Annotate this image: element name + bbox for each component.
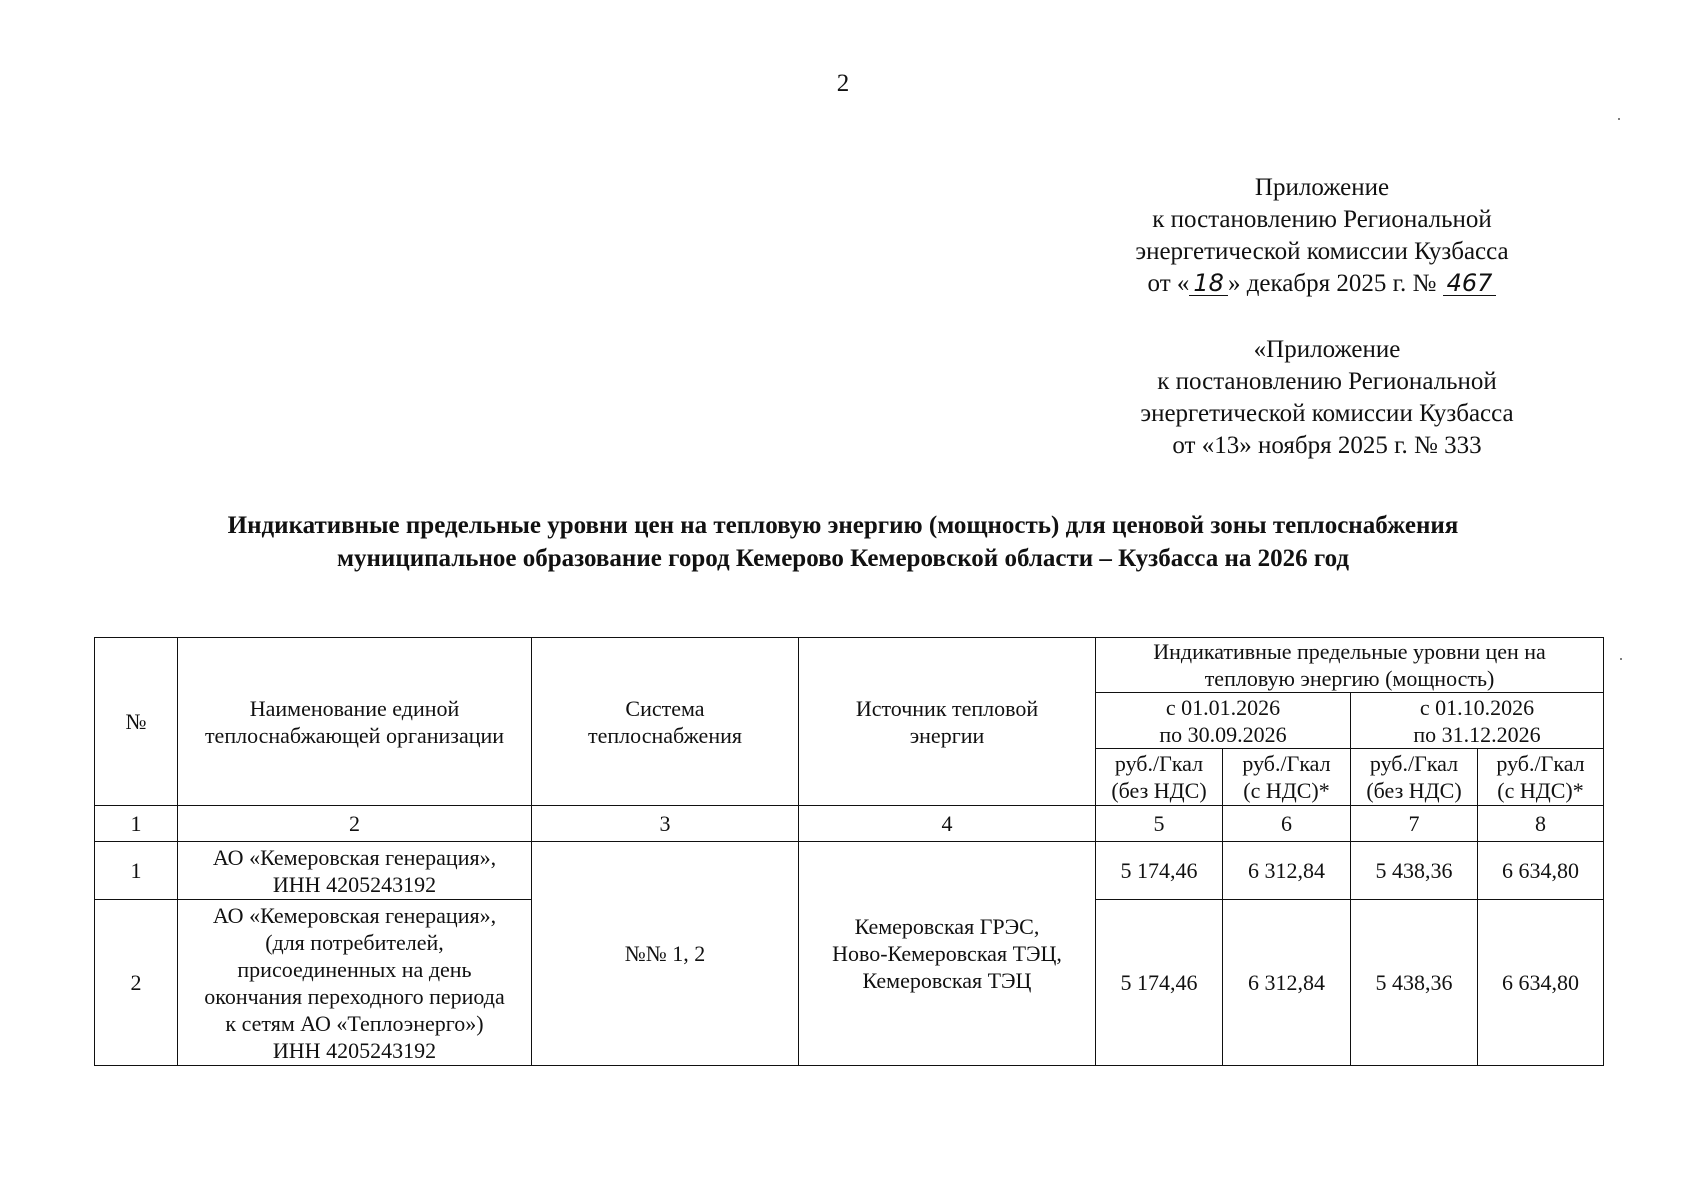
header-p1-incl-vat <box>1223 749 1351 806</box>
organization-line: к сетям АО «Теплоэнерго») <box>225 1010 484 1036</box>
price-p2-excl-vat: 5 438,36 <box>1351 900 1478 1066</box>
price-p1-excl-vat: 5 174,46 <box>1096 842 1223 900</box>
appendix-current-line1: Приложение <box>1254 174 1390 201</box>
header-unit: руб./Гкал <box>1496 751 1585 776</box>
price-table <box>94 637 1604 1066</box>
appendix-original-block <box>1112 334 1542 462</box>
appendix-current-date-line <box>1112 268 1532 300</box>
heat-source-line: Кемеровская ТЭЦ <box>862 968 1032 993</box>
organization-line: ИНН 4205243192 <box>272 871 437 897</box>
appendix-original-line3: энергетической комиссии Кузбасса <box>1140 400 1514 427</box>
header-heat-system <box>532 638 799 806</box>
column-index-cell: 7 <box>1351 806 1478 842</box>
header-period-1 <box>1096 693 1351 749</box>
header-vat-note: (с НДС)* <box>1243 778 1330 803</box>
header-heat-source <box>799 638 1096 806</box>
organization-line: окончания переходного периода <box>204 983 505 1009</box>
date-prefix: от « <box>1147 270 1190 297</box>
heat-source-line: Кемеровская ГРЭС, <box>854 914 1040 939</box>
appendix-original-line1: «Приложение <box>1253 336 1401 363</box>
header-heat-source-line2: энергии <box>909 722 985 748</box>
column-index-cell: 6 <box>1223 806 1351 842</box>
organization-line: (для потребителей, <box>265 929 444 955</box>
column-index-cell: 8 <box>1478 806 1604 842</box>
organization-line: АО «Кемеровская генерация», <box>212 902 497 928</box>
appendix-original-line4: от «13» ноября 2025 г. № 333 <box>1172 432 1482 459</box>
header-p2-excl-vat <box>1351 749 1478 806</box>
handwritten-number: 467 <box>1443 271 1497 296</box>
header-organization <box>178 638 532 806</box>
column-index-cell: 4 <box>799 806 1096 842</box>
column-index-cell: 3 <box>532 806 799 842</box>
organization-line: ИНН 4205243192 <box>272 1037 437 1063</box>
price-p2-incl-vat: 6 634,80 <box>1478 842 1604 900</box>
header-vat-note: (без НДС) <box>1111 778 1207 803</box>
price-p1-excl-vat: 5 174,46 <box>1096 900 1223 1066</box>
header-p1-excl-vat <box>1096 749 1223 806</box>
appendix-original-line2: к постановлению Региональной <box>1157 368 1497 395</box>
scan-speck <box>1618 118 1620 120</box>
organization-name <box>178 900 532 1066</box>
organization-line: присоединенных на день <box>237 956 472 982</box>
document-title <box>80 509 1606 575</box>
header-heat-system-line1: Система <box>625 695 705 721</box>
row-number: 1 <box>95 842 178 900</box>
header-vat-note: (без НДС) <box>1366 778 1462 803</box>
header-price-levels-line2: тепловую энергию (мощность) <box>1204 666 1495 691</box>
heat-source-cell <box>799 842 1096 1066</box>
page-number: 2 <box>836 70 850 97</box>
header-period-1-line1: с 01.01.2026 <box>1165 694 1281 720</box>
price-p1-incl-vat: 6 312,84 <box>1223 900 1351 1066</box>
column-index-cell: 5 <box>1096 806 1223 842</box>
column-index-cell: 1 <box>95 806 178 842</box>
header-period-1-line2: по 30.09.2026 <box>1159 721 1287 747</box>
header-price-levels <box>1096 638 1604 693</box>
header-row-1 <box>95 638 1604 693</box>
header-no: № <box>95 638 178 806</box>
header-vat-note: (с НДС)* <box>1497 778 1584 803</box>
appendix-current-block <box>1112 172 1532 300</box>
header-heat-source-line1: Источник тепловой <box>855 695 1039 721</box>
heat-source-line: Ново-Кемеровская ТЭЦ, <box>832 941 1062 966</box>
column-index-cell: 2 <box>178 806 532 842</box>
organization-name <box>178 842 532 900</box>
header-organization-line2: теплоснабжающей организации <box>204 722 505 748</box>
price-p2-excl-vat: 5 438,36 <box>1351 842 1478 900</box>
document-title-line1: Индикативные предельные уровни цен на тепловую энергию (мощность) для ценовой зоны теплоснабжения <box>227 512 1459 539</box>
document-title-line2: муниципальное образование город Кемерово Кемеровской области – Кузбасса на 2026 год <box>336 545 1350 572</box>
row-number: 2 <box>95 900 178 1066</box>
appendix-current-line2: к постановлению Региональной <box>1152 206 1492 233</box>
header-unit: руб./Гкал <box>1242 751 1331 776</box>
table-row <box>95 842 1604 900</box>
handwritten-day: 18 <box>1189 271 1228 296</box>
price-p1-incl-vat: 6 312,84 <box>1223 842 1351 900</box>
header-unit: руб./Гкал <box>1369 751 1459 776</box>
scan-speck <box>1620 658 1622 660</box>
organization-line: АО «Кемеровская генерация», <box>212 844 497 870</box>
header-price-levels-line1: Индикативные предельные уровни цен на <box>1153 639 1546 664</box>
column-index-row <box>95 806 1604 842</box>
price-p2-incl-vat: 6 634,80 <box>1478 900 1604 1066</box>
header-heat-system-line2: теплоснабжения <box>588 722 742 748</box>
date-middle: » декабря 2025 г. № <box>1227 270 1437 297</box>
header-period-2-line1: с 01.10.2026 <box>1419 694 1535 720</box>
header-organization-line1: Наименование единой <box>249 695 460 721</box>
heat-system-cell: №№ 1, 2 <box>532 842 799 1066</box>
header-p2-incl-vat <box>1478 749 1604 806</box>
header-period-2 <box>1351 693 1604 749</box>
header-unit: руб./Гкал <box>1114 751 1204 776</box>
header-period-2-line2: по 31.12.2026 <box>1413 721 1541 747</box>
appendix-current-line3: энергетической комиссии Кузбасса <box>1135 238 1509 265</box>
